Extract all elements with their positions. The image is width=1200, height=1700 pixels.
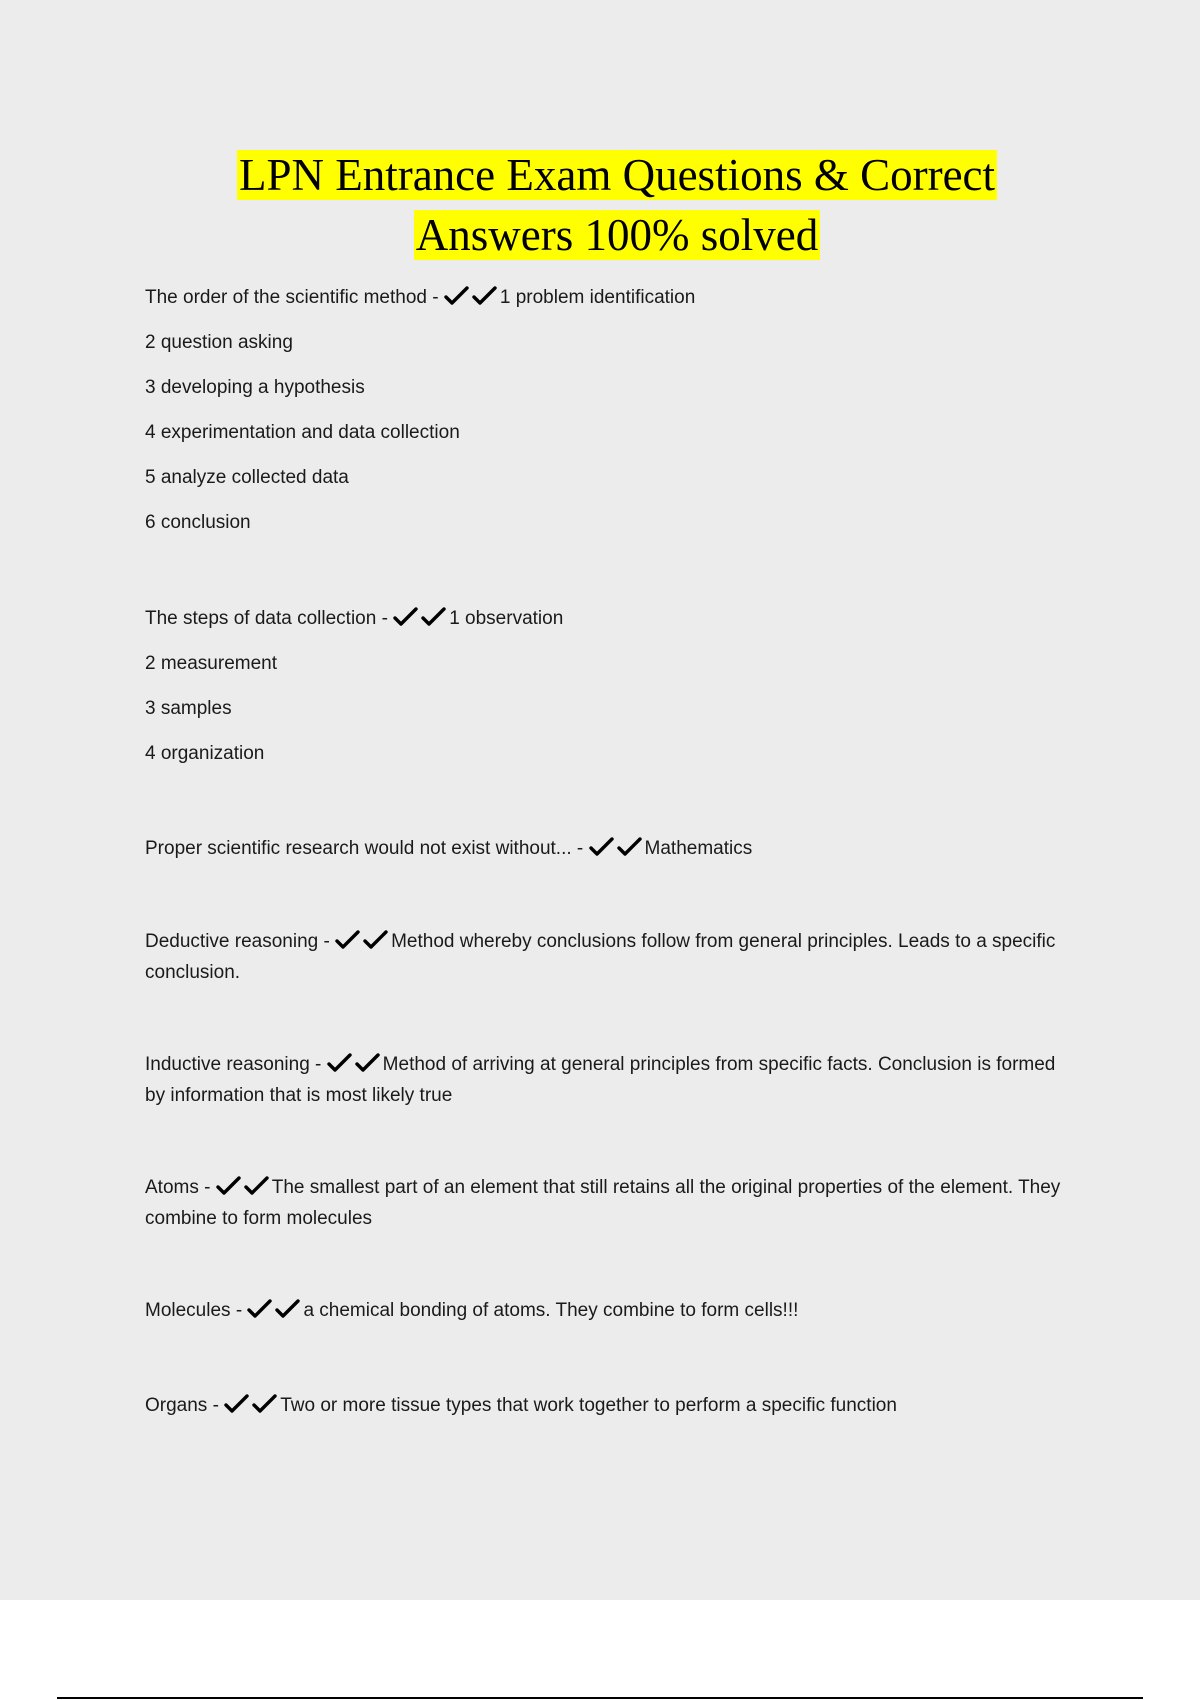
answer-text: The smallest part of an element that still retains all the original properties of the element. They combine to form molecules [145, 1177, 1061, 1229]
qa-entry-inductive-reasoning [145, 1049, 1075, 1111]
answer-line: 1 observation [449, 608, 564, 629]
separator: - [571, 838, 589, 859]
separator: - [230, 1300, 248, 1321]
answer-text: Two or more tissue types that work together to perform a specific function [280, 1395, 897, 1416]
check-icon [617, 837, 642, 857]
qa-entry-organs [145, 1390, 1075, 1421]
answer-line: 2 measurement [145, 653, 278, 674]
check-icon [355, 1053, 380, 1073]
qa-entry-molecules [145, 1295, 1075, 1326]
separator: - [207, 1395, 225, 1416]
qa-entry-deductive-reasoning [145, 926, 1075, 988]
answer-line: 3 samples [145, 698, 232, 719]
separator: - [198, 1177, 216, 1198]
separator: - [426, 287, 444, 308]
question-text: Inductive reasoning [145, 1054, 310, 1075]
question-text: Atoms [145, 1177, 199, 1198]
answer-line: 1 problem identification [499, 287, 696, 308]
separator: - [309, 1054, 327, 1075]
separator: - [376, 608, 394, 629]
question-text: Deductive reasoning [145, 931, 319, 952]
answer-text: Method of arriving at general principles from specific facts. Conclusion is formed by information that is most likely true [145, 1054, 1056, 1106]
qa-entry-scientific-research [145, 833, 1075, 864]
check-icon [252, 1394, 277, 1414]
question-text: Proper scientific research would not exist without... [145, 838, 572, 859]
question-text: Molecules [145, 1300, 231, 1321]
qa-entry-scientific-method [145, 282, 1075, 538]
check-icon [244, 1176, 269, 1196]
separator: - [318, 931, 336, 952]
check-icon [472, 286, 497, 306]
check-icon [224, 1394, 249, 1414]
question-text: The order of the scientific method [145, 287, 427, 308]
check-icon [363, 930, 388, 950]
answer-text: a chemical bonding of atoms. They combine to form cells!!! [303, 1300, 799, 1321]
question-text: The steps of data collection [145, 608, 377, 629]
question-text: Organs [145, 1395, 208, 1416]
answer-text: Mathematics [644, 838, 753, 859]
title-line-2: Answers 100% solved [415, 210, 819, 260]
qa-entry-atoms [145, 1172, 1075, 1234]
qa-first-line [145, 282, 1075, 313]
answer-line: 4 experimentation and data collection [145, 422, 460, 443]
check-icon [247, 1299, 272, 1319]
check-icon [421, 607, 446, 627]
answer-line: 5 analyze collected data [145, 467, 349, 488]
check-icon [393, 607, 418, 627]
check-icon [335, 930, 360, 950]
answer-line: 3 developing a hypothesis [145, 377, 365, 398]
check-icon [444, 286, 469, 306]
answer-line: 4 organization [145, 743, 265, 764]
qa-first-line [145, 603, 1075, 634]
qa-entry-data-collection [145, 603, 1075, 769]
document-title [0, 146, 1200, 266]
answer-line: 2 question asking [145, 332, 293, 353]
answer-line: 6 conclusion [145, 512, 251, 533]
check-icon [275, 1299, 300, 1319]
check-icon [327, 1053, 352, 1073]
title-line-1: LPN Entrance Exam Questions & Correct [238, 150, 996, 200]
check-icon [589, 837, 614, 857]
answer-text: Method whereby conclusions follow from general principles. Leads to a specific conclusion. [145, 931, 1056, 983]
check-icon [216, 1176, 241, 1196]
page-divider [57, 1697, 1143, 1699]
